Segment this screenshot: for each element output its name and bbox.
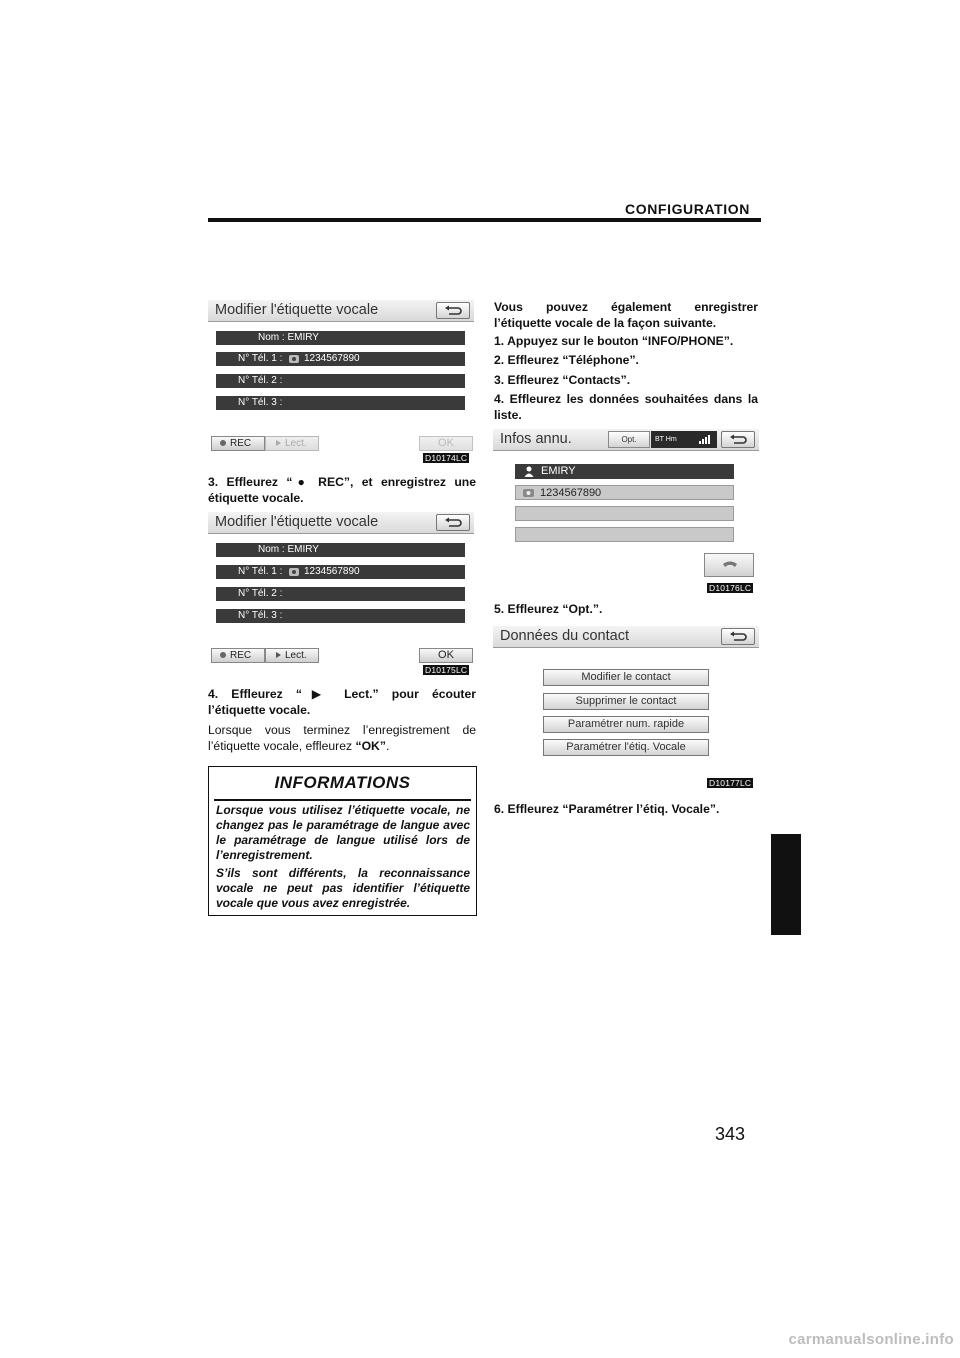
informations-text-2: S’ils sont différents, la reconnaissance vocale ne peut pas identifier l’étiquette vocale que vous avez enregistrée. (216, 866, 470, 910)
field-tel-3[interactable]: N° Tél. 3 : (216, 609, 465, 623)
phone-number-icon (288, 567, 300, 577)
rec-button[interactable]: REC (211, 436, 265, 451)
back-arrow-icon (728, 631, 748, 642)
record-dot-icon: ● (292, 475, 310, 489)
screen-title-bar (208, 300, 474, 322)
figure-code: D10176LC (709, 583, 752, 593)
play-icon (276, 652, 281, 658)
ok-button[interactable]: OK (419, 648, 473, 663)
call-button[interactable] (704, 553, 754, 577)
screen-title: Modifier l'étiquette vocale (215, 302, 379, 318)
parametrer-etiq-vocale-button[interactable]: Paramétrer l'étiq. Vocale (543, 739, 709, 756)
right-intro-line1: Vous pouvez également enregistrer (494, 300, 758, 314)
supprimer-contact-button[interactable]: Supprimer le contact (543, 693, 709, 710)
right-step-3: 3. Effleurez “Contacts”. (494, 373, 631, 387)
contact-phone-row[interactable]: 1234567890 (515, 485, 734, 500)
field-nom[interactable]: Nom : EMIRY (216, 543, 465, 557)
person-icon (524, 466, 534, 477)
record-dot-icon (220, 652, 226, 658)
lect-button[interactable]: Lect. (265, 648, 319, 663)
figure-code: D10174LC (425, 453, 468, 463)
field-tel-1[interactable]: N° Tél. 1 : 1234567890 (216, 352, 465, 366)
step-4-line1: 4. Effleurez “▶ Lect.” pour écouter (208, 687, 476, 701)
screen-title: Infos annu. (500, 431, 572, 447)
step-3-line1: 3. Effleurez “● REC”, et enregistrez une (208, 475, 476, 489)
header-rule (208, 218, 761, 222)
screen-modifier-etiquette-1 (208, 300, 474, 464)
screen-title: Données du contact (500, 628, 629, 644)
screen-title-bar (493, 429, 759, 451)
screen-infos-annu (493, 429, 759, 593)
watermark: carmanualsonline.info (788, 1331, 954, 1348)
signal-bars-icon (699, 435, 713, 444)
back-button[interactable] (721, 628, 755, 645)
rec-button[interactable]: REC (211, 648, 265, 663)
step-4-line2: l’étiquette vocale. (208, 703, 311, 717)
right-step-5: 5. Effleurez “Opt.”. (494, 602, 603, 616)
field-nom[interactable]: Nom : EMIRY (216, 331, 465, 345)
phone-number-icon (522, 488, 535, 498)
back-arrow-icon (728, 434, 748, 445)
figure-code: D10177LC (709, 778, 752, 788)
screen-donnees-contact (493, 626, 759, 790)
play-triangle-icon: ▶ (302, 687, 331, 701)
right-intro-line2: l’étiquette vocale de la façon suivante. (494, 316, 717, 330)
para-ok-line2: l’étiquette vocale, effleurez “OK”. (208, 739, 390, 753)
field-tel-2[interactable]: N° Tél. 2 : (216, 587, 465, 601)
right-step-1: 1. Appuyez sur le bouton “INFO/PHONE”. (494, 334, 734, 348)
field-tel-2[interactable]: N° Tél. 2 : (216, 374, 465, 388)
back-button[interactable] (721, 431, 755, 448)
opt-button[interactable]: Opt. (608, 431, 650, 448)
back-button[interactable] (436, 514, 470, 531)
play-icon (276, 440, 281, 446)
field-tel-1[interactable]: N° Tél. 1 : 1234567890 (216, 565, 465, 579)
para-ok-line1: Lorsque vous terminez l’enregistrement de (208, 723, 476, 737)
phone-number-icon (288, 354, 300, 364)
right-step-2: 2. Effleurez “Téléphone”. (494, 353, 639, 367)
right-step-4-line2: liste. (494, 408, 522, 422)
back-arrow-icon (443, 305, 463, 316)
back-button[interactable] (436, 302, 470, 319)
lect-button[interactable]: Lect. (265, 436, 319, 451)
record-dot-icon (220, 440, 226, 446)
screen-title-bar (208, 512, 474, 534)
informations-rule (214, 799, 471, 801)
screen-modifier-etiquette-2 (208, 512, 474, 676)
chapter-tab (771, 834, 801, 935)
right-step-6: 6. Effleurez “Paramétrer l’étiq. Vocale”. (494, 802, 720, 816)
handset-icon (722, 560, 738, 572)
contact-empty-row[interactable] (515, 527, 734, 542)
status-indicator: BT Hm (651, 431, 717, 448)
parametrer-num-rapide-button[interactable]: Paramétrer num. rapide (543, 716, 709, 733)
modifier-contact-button[interactable]: Modifier le contact (543, 669, 709, 686)
figure-code: D10175LC (425, 665, 468, 675)
step-3-line2: étiquette vocale. (208, 491, 304, 505)
screen-title-bar (493, 626, 759, 648)
screen-title: Modifier l'étiquette vocale (215, 514, 379, 530)
contact-name-row[interactable]: EMIRY (515, 464, 734, 479)
ok-button[interactable]: OK (419, 436, 473, 451)
back-arrow-icon (443, 517, 463, 528)
informations-box (208, 766, 477, 916)
right-step-4-line1: 4. Effleurez les données souhaitées dans la (494, 392, 758, 406)
informations-title: INFORMATIONS (274, 773, 411, 792)
section-header: CONFIGURATION (625, 201, 750, 217)
contact-empty-row[interactable] (515, 506, 734, 521)
field-tel-3[interactable]: N° Tél. 3 : (216, 396, 465, 410)
page-number: 343 (715, 1124, 746, 1144)
informations-text-1: Lorsque vous utilisez l’étiquette vocale, ne changez pas le paramétrage de langue avec le paramétrage de langue utilisé lors de l’enregistrement. (216, 803, 470, 862)
